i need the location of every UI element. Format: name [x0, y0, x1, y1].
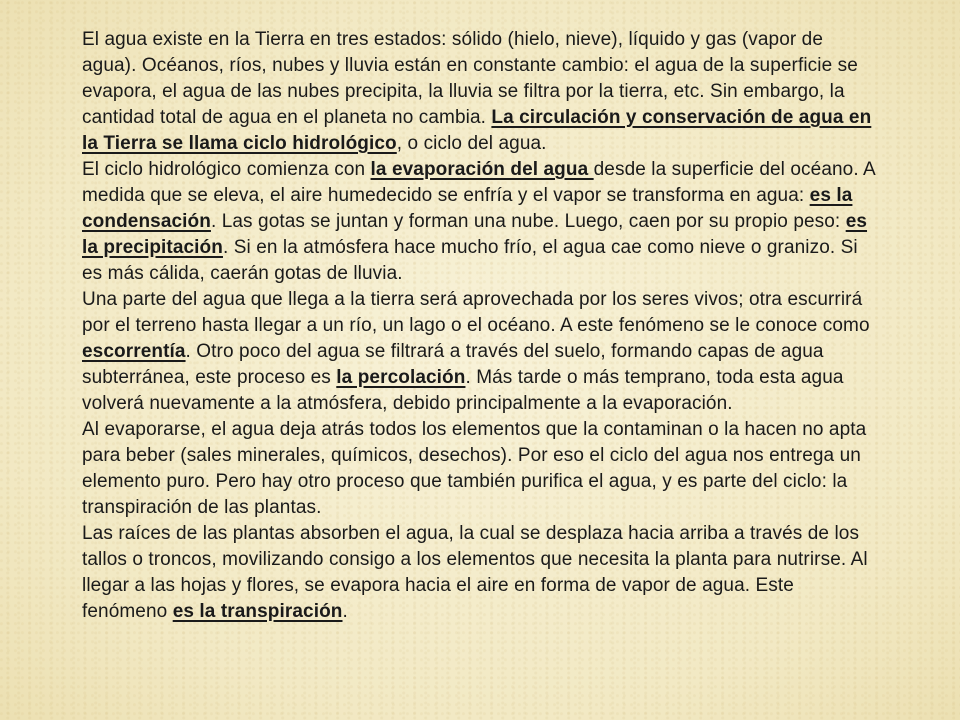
- term-runoff: escorrentía: [82, 341, 186, 362]
- paragraph-cycle-stages: [82, 157, 882, 287]
- text-run: desde la superficie del océano. A medida que se eleva, el aire humedecido se enfría y el vapor se transforma en agua:: [82, 159, 875, 206]
- paragraph-purification: [82, 417, 882, 521]
- term-precipitation: es la precipitación: [82, 211, 868, 258]
- paragraph-transpiration: [82, 521, 882, 625]
- text-run: . Si en la atmósfera hace mucho frío, el agua cae como nieve o granizo. Si es más cálida, caerán gotas de lluvia.: [82, 237, 858, 284]
- text-run: .: [342, 601, 348, 622]
- text-run: . Otro poco del agua se filtrará a través del suelo, formando capas de agua subterránea, este proceso es: [82, 341, 824, 388]
- term-transpiration: es la transpiración: [172, 601, 343, 622]
- text-run: El ciclo hidrológico comienza con: [82, 159, 371, 180]
- text-run: Las raíces de las plantas absorben el agua, la cual se desplaza hacia arriba a través de los tallos o troncos, movilizando consigo a los elementos que necesita la planta para nutrirse. Al llegar a las hojas y flores, se evapora hacia el aire en forma de vapor de agua. Este fenómeno: [82, 523, 868, 622]
- text-run: , o ciclo del agua.: [396, 133, 547, 154]
- term-percolation: la percolación: [336, 367, 466, 388]
- paragraph-water-states: [82, 27, 882, 157]
- term-hydrological-cycle: La circulación y conservación de agua en la Tierra se llama ciclo hidrológico: [82, 107, 872, 154]
- term-evaporation: la evaporación del agua: [370, 159, 594, 180]
- text-run: . Más tarde o más temprano, toda esta agua volverá nuevamente a la atmósfera, debido principalmente a la evaporación.: [82, 367, 844, 414]
- text-run: Una parte del agua que llega a la tierra será aprovechada por los seres vivos; otra escurrirá por el terreno hasta llegar a un río, un lago o el océano. A este fenómeno se le conoce como: [82, 289, 870, 336]
- text-run: . Las gotas se juntan y forman una nube. Luego, caen por su propio peso:: [210, 211, 846, 232]
- paragraph-runoff-percolation: [82, 287, 882, 417]
- text-run: Al evaporarse, el agua deja atrás todos los elementos que la contaminan o la hacen no apta para beber (sales minerales, químicos, desechos). Por eso el ciclo del agua nos entrega un elemento puro. Pero hay otro proceso que también purifica el agua, y es parte del ciclo: la transpiración de las plantas.: [82, 419, 867, 518]
- text-run: El agua existe en la Tierra en tres estados: sólido (hielo, nieve), líquido y gas (vapor de agua). Océanos, ríos, nubes y lluvia están en constante cambio: el agua de la superficie se evapora, el agua de las nubes precipita, la lluvia se filtra por la tierra, etc. Sin embargo, la cantidad total de agua en el planeta no cambia.: [82, 29, 858, 128]
- slide-text-block: [82, 27, 882, 625]
- term-condensation: es la condensación: [82, 185, 853, 232]
